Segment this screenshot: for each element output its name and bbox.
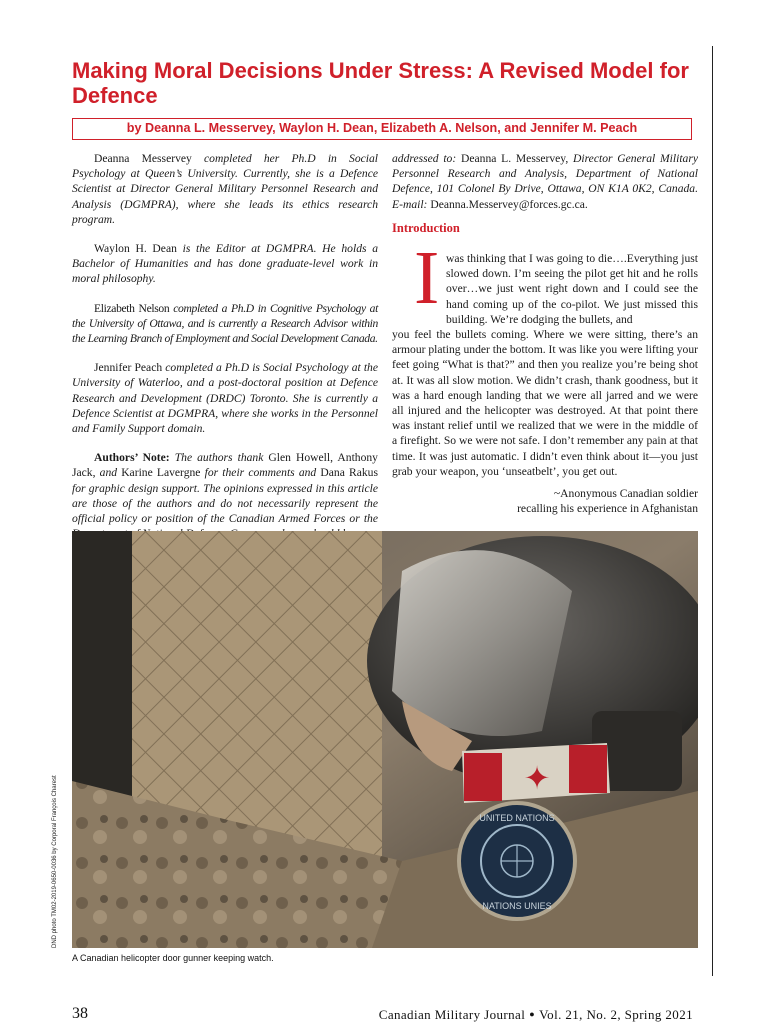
journal-name: Canadian Military Journal [378,1007,526,1022]
photo-caption: A Canadian helicopter door gunner keeping watch. [72,953,274,963]
bio-text: completed a Ph.D is Social Psychology at the University of Waterloo, and a post-doctoral position at Defence Research and Development (DRDC) Toronto. She is currently a Defence Scientist at DGMPRA, where she works in the Personnel and Family Support domain. [72,361,378,436]
bio-text: is the Editor at DGMPRA. He holds a Bachelor of Humanities and has done graduate-level work in moral philosophy. [72,242,378,286]
corr-lead: addressed to: [392,152,461,165]
quote-attribution [392,486,698,516]
bio-messervey [72,151,378,227]
corr-address: Director General Military Personnel Research and Analysis, Department of National Defence, 101 Colonel By Drive, Ottawa, ON K1A 0K2, Canada. E-mail: [392,152,698,211]
door-gunner-photo [72,531,698,948]
bio-name: Deanna Messervey [94,152,192,165]
article-title: Making Moral Decisions Under Stress: A Revised Model for Defence [72,58,689,108]
attribution-line: ~Anonymous Canadian soldier [553,487,698,500]
patch-text-top: UNITED NATIONS [479,813,555,823]
bio-text: completed her Ph.D in Social Psychology at Queen’s University. Currently, she is a Defence Scientist at Director General Military Personnel Research and Analysis (DGMPRA), where she leads its ethics research program. [72,152,378,226]
journal-footer [379,1007,693,1023]
authors-note-label: Authors’ Note: [94,451,170,465]
authors-note [72,450,378,541]
corr-period: . [584,197,588,211]
page-number: 38 [72,1005,88,1022]
correspondence-block [392,151,698,212]
bio-text: completed a Ph.D in Cognitive Psychology at the University of Ottawa, and is currently a Research Advisor within the Learning Branch of Employment and Social Development Canada. [72,301,378,346]
note-text: for their comments and [200,466,321,480]
svg-text:✦: ✦ [523,759,551,797]
issue-info: Vol. 21, No. 2, Spring 2021 [539,1007,693,1022]
bio-dean [72,241,378,287]
note-names: Dana Rakus [320,466,378,480]
note-text: and [95,466,122,480]
bio-nelson [72,301,378,347]
note-text: The authors thank [169,451,269,465]
introduction-heading: Introduction [392,221,460,235]
correspondence-text [392,151,698,212]
photo-credit: DND photo TM02-2019-0650-0036 by Corporal François Charest [52,775,58,948]
patch-text-bottom: NATIONS UNIES [482,901,552,911]
vertical-rule [712,46,713,976]
drop-cap: I [414,236,440,320]
attribution-line: recalling his experience in Afghanistan [517,502,698,516]
bio-name: Elizabeth Nelson [94,301,170,315]
email-link[interactable]: Deanna.Messervey@forces.gc.ca [430,197,585,211]
note-names: Karine Lavergne [121,466,201,480]
photo-illustration [72,531,698,948]
byline-box: by Deanna L. Messervey, Waylon H. Dean, Elizabeth A. Nelson, and Jennifer M. Peach [72,118,692,140]
note-names: Glen Howell, Anthony Jack, [72,451,378,480]
note-text: for graphic design support. The opinions expressed in this article are those of the authors and do not necessarily represent the official policy or position of the Canadian Armed Forces or the [72,481,378,526]
bio-name: Waylon H. Dean [94,242,177,256]
soldier-quote [392,251,698,479]
quote-indented: was thinking that I was going to die….Everything just slowed down. I’m seeing the pilot get hit and he rolls over…we just went right down and I could see the hand coming up of the co-pilot. We just missed this building. We’re dodging the bullets, and [446,252,698,326]
corr-name: Deanna L. Messervey, [460,152,569,165]
bullet-separator: ● [529,1009,536,1019]
bio-peach [72,360,378,436]
quote-rest: you feel the bullets coming. Where we were sitting, there’s an armour plating under the bottom. It was like you were lifting your feet going “What is that?” and then you realize you’re being shot at. It was all slow motion. We didn’t crash, thank goodness, but it was a hard enough landing that we were all jarred and we were all injured and the helicopter was destroyed. At that point there was instant relief until we realized that we were in the middle of a firefight. So we were not safe. I don’t remember any pain at that time. It was just automatic. I didn’t even think about it—you just grab your weapon, you ‘unseatbelt’, you get out. [392,328,698,478]
bio-name: Jennifer Peach [94,361,163,375]
author-bios-column [72,151,378,555]
